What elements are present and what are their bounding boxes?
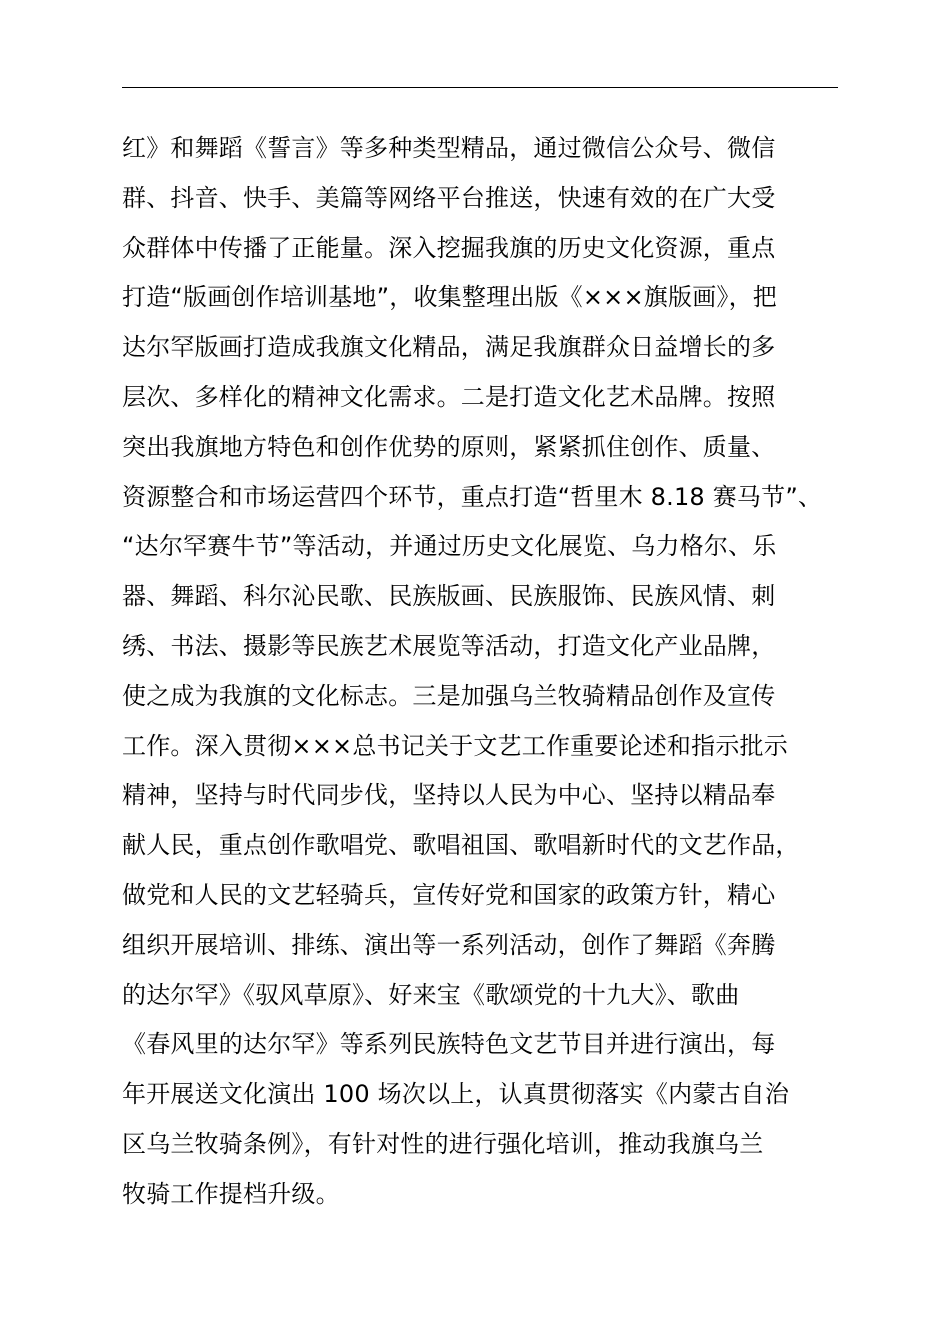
text-line: 绣、书法、摄影等民族艺术展览等活动，打造文化产业品牌， xyxy=(122,631,776,660)
text-line: 献人民，重点创作歌唱党、歌唱祖国、歌唱新时代的文艺作品， xyxy=(122,831,800,860)
text-line: 组织开展培训、排练、演出等一系列活动，创作了舞蹈《奔腾 xyxy=(122,930,776,959)
text-line: 红》和舞蹈《誓言》等多种类型精品，通过微信公众号、微信 xyxy=(122,134,776,162)
text-line: 众群体中传播了正能量。深入挖掘我旗的历史文化资源，重点 xyxy=(122,233,776,262)
text-line: 《春风里的达尔罕》等系列民族特色文艺节目并进行演出，每 xyxy=(122,1030,776,1059)
text-line: 打造“版画创作培训基地”，收集整理出版《×××旗版画》，把 xyxy=(122,283,777,312)
text-line: 牧骑工作提档升级。 xyxy=(122,1179,340,1208)
text-line: 年开展送文化演出 100 场次以上，认真贯彻落实《内蒙古自治 xyxy=(122,1080,790,1109)
text-line: 突出我旗地方特色和创作优势的原则，紧紧抓住创作、质量、 xyxy=(122,432,776,461)
header-rule xyxy=(122,87,838,88)
text-line: “达尔罕赛牛节”等活动，并通过历史文化展览、乌力格尔、乐 xyxy=(122,532,777,561)
text-line: 的达尔罕》《驭风草原》、好来宝《歌颂党的十九大》、歌曲 xyxy=(122,980,740,1009)
text-line: 精神，坚持与时代同步伐，坚持以人民为中心、坚持以精品奉 xyxy=(122,781,776,810)
text-line: 资源整合和市场运营四个环节，重点打造“哲里木 8.18 赛马节”、 xyxy=(122,482,823,511)
body-paragraph xyxy=(122,124,862,1220)
text-line: 区乌兰牧骑条例》，有针对性的进行强化培训，推动我旗乌兰 xyxy=(122,1129,764,1158)
text-line: 使之成为我旗的文化标志。三是加强乌兰牧骑精品创作及宣传 xyxy=(122,681,776,710)
text-line: 工作。深入贯彻×××总书记关于文艺工作重要论述和指示批示 xyxy=(122,731,788,760)
text-line: 器、舞蹈、科尔沁民歌、民族版画、民族服饰、民族风情、刺 xyxy=(122,582,776,611)
text-line: 达尔罕版画打造成我旗文化精品，满足我旗群众日益增长的多 xyxy=(122,333,776,362)
text-line: 层次、多样化的精神文化需求。二是打造文化艺术品牌。按照 xyxy=(122,382,776,411)
text-line: 做党和人民的文艺轻骑兵，宣传好党和国家的政策方针，精心 xyxy=(122,880,776,909)
text-line: 群、抖音、快手、美篇等网络平台推送，快速有效的在广大受 xyxy=(122,183,776,212)
